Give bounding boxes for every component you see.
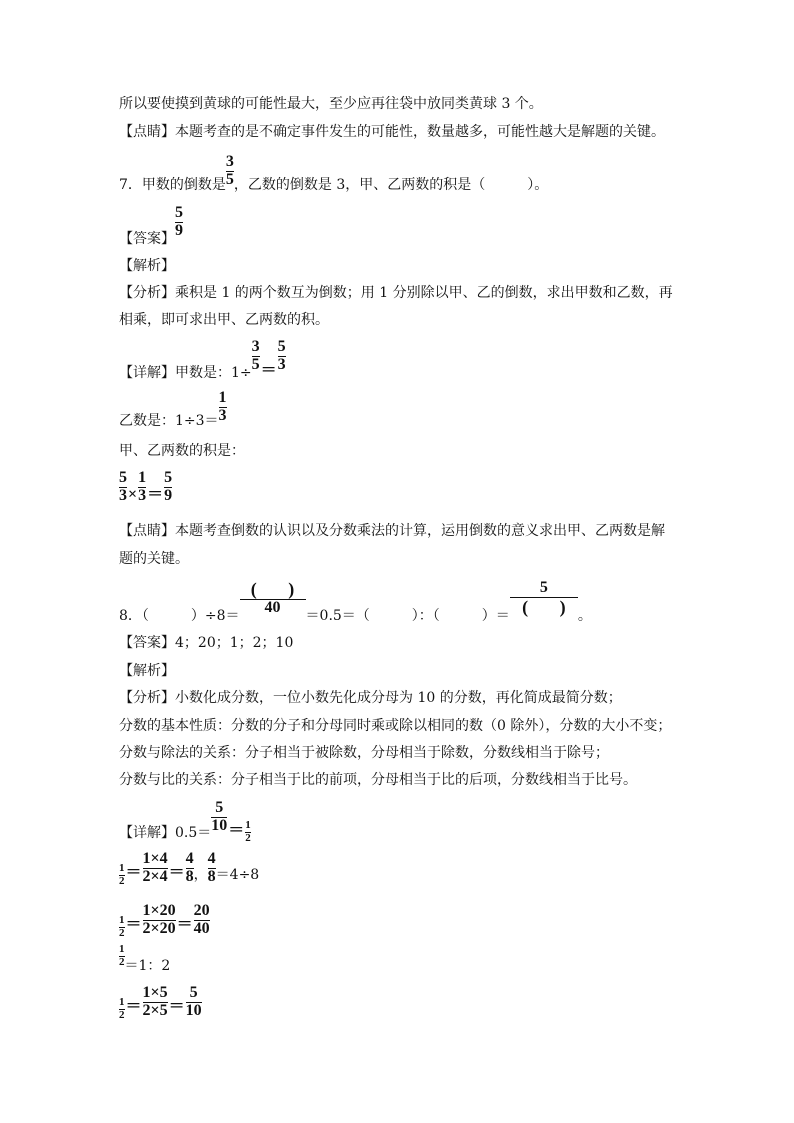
answer-8: 【答案】4；20；1；2；10 bbox=[119, 635, 294, 651]
fraction-5-blank: $\frac{5}{( )}$ bbox=[510, 580, 578, 617]
analysis-heading: 【解析】 bbox=[119, 258, 175, 274]
text-line: 甲、乙两数的积是： bbox=[119, 443, 245, 459]
text-line: 分数与除法的关系：分子相当于被除数，分母相当于除数，分数线相当于除号； bbox=[119, 745, 609, 761]
analysis-heading: 【解析】 bbox=[119, 663, 175, 679]
detail-8-a: 【详解】0.5＝ $\frac{5}{10}$ ＝ $\frac{1}{2}$ bbox=[119, 799, 251, 844]
text-line: 分数与比的关系：分子相当于比的前项，分母相当于比的后项，分数线相当于比号。 bbox=[119, 772, 637, 788]
detail-8-e: $\frac{1}{2}$ ＝ $\frac{1\times 5}{2\times 5}$ ＝ $\frac{5}{10}$ bbox=[119, 984, 202, 1021]
text-line: 【点睛】本题考查的是不确定事件发生的可能性，数量越多，可能性越大是解题的关键。 bbox=[119, 124, 665, 140]
text-line: 相乘，即可求出甲、乙两数的积。 bbox=[119, 312, 329, 328]
detail-7-b: 乙数是：1÷3＝ $\frac{1}{3}$ bbox=[119, 389, 227, 429]
detail-8-b: $\frac{1}{2}$ ＝ $\frac{1\times 4}{2\times 4}$ ＝ $\frac{4}{8}$ ， $\frac{4}{8}$ ＝4÷8 bbox=[119, 850, 260, 887]
fraction-5-9: $\frac{5}{9}$ bbox=[175, 204, 183, 239]
detail-7-product: $\frac{5}{3}$ × $\frac{1}{3}$ ＝ $\frac{5}{9}$ bbox=[119, 469, 173, 504]
detail-8-c: $\frac{1}{2}$ ＝ $\frac{1\times 20}{2\times 20}$ ＝ $\frac{20}{40}$ bbox=[119, 902, 210, 939]
text-line: 【点睛】本题考查倒数的认识以及分数乘法的计算，运用倒数的意义求出甲、乙两数是解 bbox=[119, 523, 665, 539]
answer-7: 【答案】 $\frac{5}{9}$ bbox=[119, 204, 183, 247]
fraction-blank-40: $\frac{( )}{40}$ bbox=[240, 580, 306, 617]
text-line: 分数的基本性质：分数的分子和分母同时乘或除以相同的数（0 除外），分数的大小不变； bbox=[119, 718, 672, 734]
text-line: 【分析】小数化成分数，一位小数先化成分母为 10 的分数，再化简成最简分数； bbox=[119, 690, 622, 706]
detail-7-a: 【详解】甲数是：1÷ $\frac{3}{5}$ ＝ $\frac{5}{3}$ bbox=[119, 338, 286, 381]
question-8: 8．（ ）÷8＝ $\frac{( )}{40}$ ＝0.5＝（ ）：（ ）＝ $\frac{5}{( )}$ 。 bbox=[119, 579, 592, 624]
text-line: 所以要使摸到黄球的可能性最大，至少应再往袋中放同类黄球 3 个。 bbox=[119, 96, 543, 112]
question-7: 7．甲数的倒数是 $\frac{3}{5}$ ，乙数的倒数是 3，甲、乙两数的积是（ ）。 bbox=[119, 153, 549, 193]
fraction-3-5: $\frac{3}{5}$ bbox=[225, 153, 234, 188]
detail-8-d: $\frac{1}{2}$ ＝1：2 bbox=[119, 943, 171, 974]
text-line: 【分析】乘积是 1 的两个数互为倒数；用 1 分别除以甲、乙的倒数，求出甲数和乙数，再 bbox=[119, 285, 673, 301]
text-line: 题的关键。 bbox=[119, 551, 189, 567]
